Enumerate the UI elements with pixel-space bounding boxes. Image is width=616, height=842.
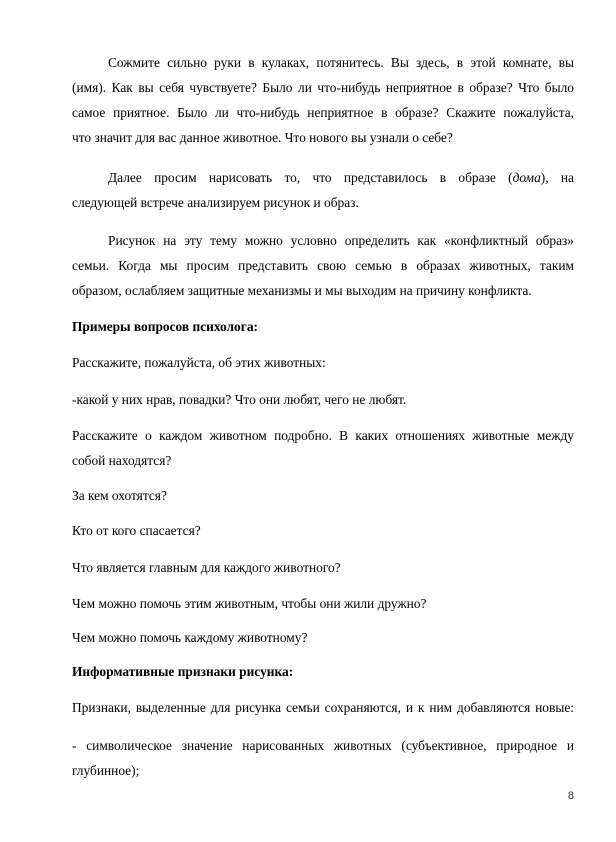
heading-psychologist-questions — [72, 314, 574, 339]
question-item — [72, 387, 574, 412]
heading-drawing-signs — [72, 659, 574, 684]
text-fragment: Далее просим нарисовать то, что представилось в образе ( — [108, 170, 513, 185]
question-item — [72, 350, 574, 375]
heading-text: Информативные признаки рисунка: — [72, 664, 294, 679]
paragraph-symbolic-meaning — [72, 733, 574, 783]
question-item — [72, 625, 574, 650]
question-text: Чем можно помочь этим животным, чтобы они жили дружно? — [72, 596, 427, 611]
question-item — [72, 483, 574, 508]
text-line: Рисунок на эту тему можно условно определить как «конфликтный образ» — [108, 233, 574, 248]
text-line: самое приятное. Было ли что-нибудь неприятное в образе? Скажите пожалуйста, — [72, 105, 574, 120]
question-text: -какой у них нрав, повадки? Что они любят, чего не любят. — [72, 392, 407, 407]
question-item — [72, 423, 574, 473]
paragraph-draw-at-home — [72, 165, 574, 215]
paragraph-signs — [72, 695, 574, 720]
text-line: собой находятся? — [72, 453, 172, 468]
paragraph-closing-instructions — [72, 50, 574, 150]
question-text: Чем можно помочь каждому животному? — [72, 630, 308, 645]
page-number: 8 — [567, 790, 574, 802]
question-item — [72, 591, 574, 616]
italic-word: дома — [512, 170, 541, 185]
text-line: семьи. Когда мы просим представить свою семью в образах животных, таким — [72, 258, 574, 273]
text-line: образом, ослабляем защитные механизмы и мы выходим на причину конфликта. — [72, 283, 532, 298]
text-line: - символическое значение нарисованных животных (субъективное, природное и — [72, 738, 574, 753]
text-line: Расскажите о каждом животном подробно. В каких отношениях животные между — [72, 428, 574, 443]
question-item — [72, 555, 574, 580]
question-text: Расскажите, пожалуйста, об этих животных: — [72, 355, 326, 370]
question-text: Кто от кого спасается? — [72, 523, 201, 538]
paragraph-conflict-image — [72, 228, 574, 303]
text-line: Сожмите сильно руки в кулаках, потянитесь. Вы здесь, в этой комнате, вы — [108, 55, 574, 70]
text-line: что значит для вас данное животное. Что нового вы узнали о себе? — [72, 130, 453, 145]
question-text: За кем охотятся? — [72, 488, 167, 503]
text-line: (имя). Как вы себя чувствуете? Было ли что-нибудь неприятное в образе? Что было — [72, 80, 574, 95]
text-line: следующей встрече анализируем рисунок и образ. — [72, 195, 359, 210]
question-item — [72, 518, 574, 543]
text-line: Признаки, выделенные для рисунка семьи сохраняются, и к ним добавляются новые: — [72, 700, 574, 715]
question-text: Что является главным для каждого животного? — [72, 560, 341, 575]
text-line — [72, 165, 574, 190]
text-line: глубинное); — [72, 763, 140, 778]
text-fragment: ), на — [540, 170, 574, 185]
heading-text: Примеры вопросов психолога: — [72, 319, 258, 334]
